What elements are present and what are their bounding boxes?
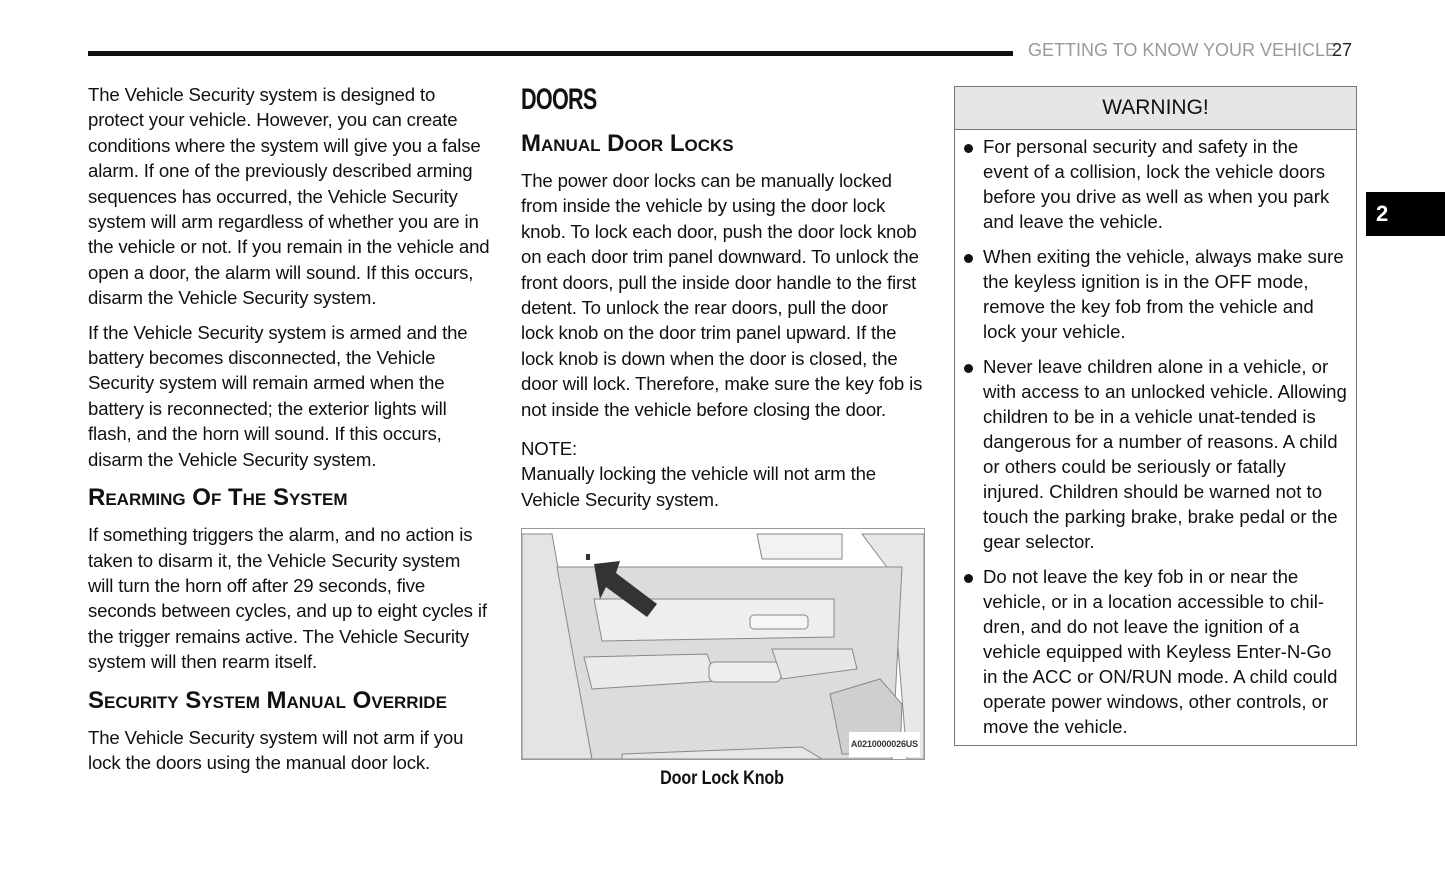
warning-item: Never leave children alone in a vehicle, or with access to an unlocked vehicle. Allowing children to be in a vehicle unat-tended is dangerous for a number of reasons. A child or others could be seriously or fatally injured. Children should be warned not to touch the parking brake, brake pedal or the gear selector.	[983, 356, 1347, 552]
door-lock-figure	[521, 528, 925, 760]
paragraph: The Vehicle Security system will not arm if you lock the doors using the manual door lock.	[88, 726, 464, 773]
warning-item: Do not leave the key fob in or near the vehicle, or in a location accessible to chil-dren, and do not leave the ignition of a vehicle equipped with Keyless Enter-N-Go in the ACC or ON/RUN mode. A child could operate power windows, other controls, or move the vehicle.	[983, 564, 1348, 739]
paragraph: The Vehicle Security system is designed to protect your vehicle. However, you can create conditions where the system will give you a false alarm. If one of the previously described arming sequences has occurred, the Vehicle Security system will arm regardless of whether you are in the vehicle or not. If you remain in the vehicle and open a door, the alarm will sound. If this occurs, disarm the Vehicle Security system.	[88, 84, 490, 309]
page-number: 27	[1332, 40, 1353, 60]
warning-box	[954, 86, 1357, 746]
figure-caption: Door Lock Knob	[660, 768, 784, 790]
column-2	[521, 82, 923, 792]
note-label: NOTE:	[521, 438, 578, 460]
note-text: Manually locking the vehicle will not arm the Vehicle Security system.	[521, 463, 876, 510]
paragraph: If something triggers the alarm, and no action is taken to disarm it, the Vehicle Security system will turn the horn off after 29 seconds, five seconds between cycles, and up to eight cycles if the trigger remains active. The Vehicle Security system will then rearm itself.	[88, 524, 487, 673]
figure-code: A0210000026US	[849, 732, 920, 757]
header-rule	[88, 51, 1013, 56]
warning-list	[955, 130, 1356, 745]
warning-item: When exiting the vehicle, always make sure the keyless ignition is in the OFF mode, remove the key fob from the vehicle and lock your vehicle.	[983, 244, 1348, 344]
warning-title: WARNING!	[955, 87, 1356, 130]
section-title: DOORS	[521, 83, 597, 116]
door-panel-illustration	[522, 529, 924, 759]
heading-rearming: Rearming Of The System	[88, 484, 348, 512]
warning-item: For personal security and safety in the event of a collision, lock the vehicle doors before you drive as well as when you park and leave the vehicle.	[983, 134, 1348, 234]
paragraph: If the Vehicle Security system is armed and the battery becomes disconnected, the Vehicle Security system will remain armed when the battery is reconnected; the exterior lights will flash, and the horn will sound. If this occurs, disarm the Vehicle Security system.	[88, 321, 468, 470]
running-header: GETTING TO KNOW YOUR VEHICLE	[1028, 40, 1338, 60]
column-1	[88, 82, 490, 784]
chapter-tab: 2	[1366, 192, 1445, 236]
heading-manual-door-locks: Manual Door Locks	[521, 130, 734, 157]
paragraph: The power door locks can be manually locked from inside the vehicle by using the door lock knob. To lock each door, push the door lock knob on each door trim panel downward. To unlock the front doors, pull the inside door handle to the first detent. To unlock the rear doors, pull the door lock knob on the door trim panel upward. If the lock knob is down when the door is closed, the door will lock. Therefore, make sure the key fob is not inside the vehicle before closing the door.	[521, 170, 923, 420]
heading-manual-override: Security System Manual Override	[88, 686, 447, 714]
